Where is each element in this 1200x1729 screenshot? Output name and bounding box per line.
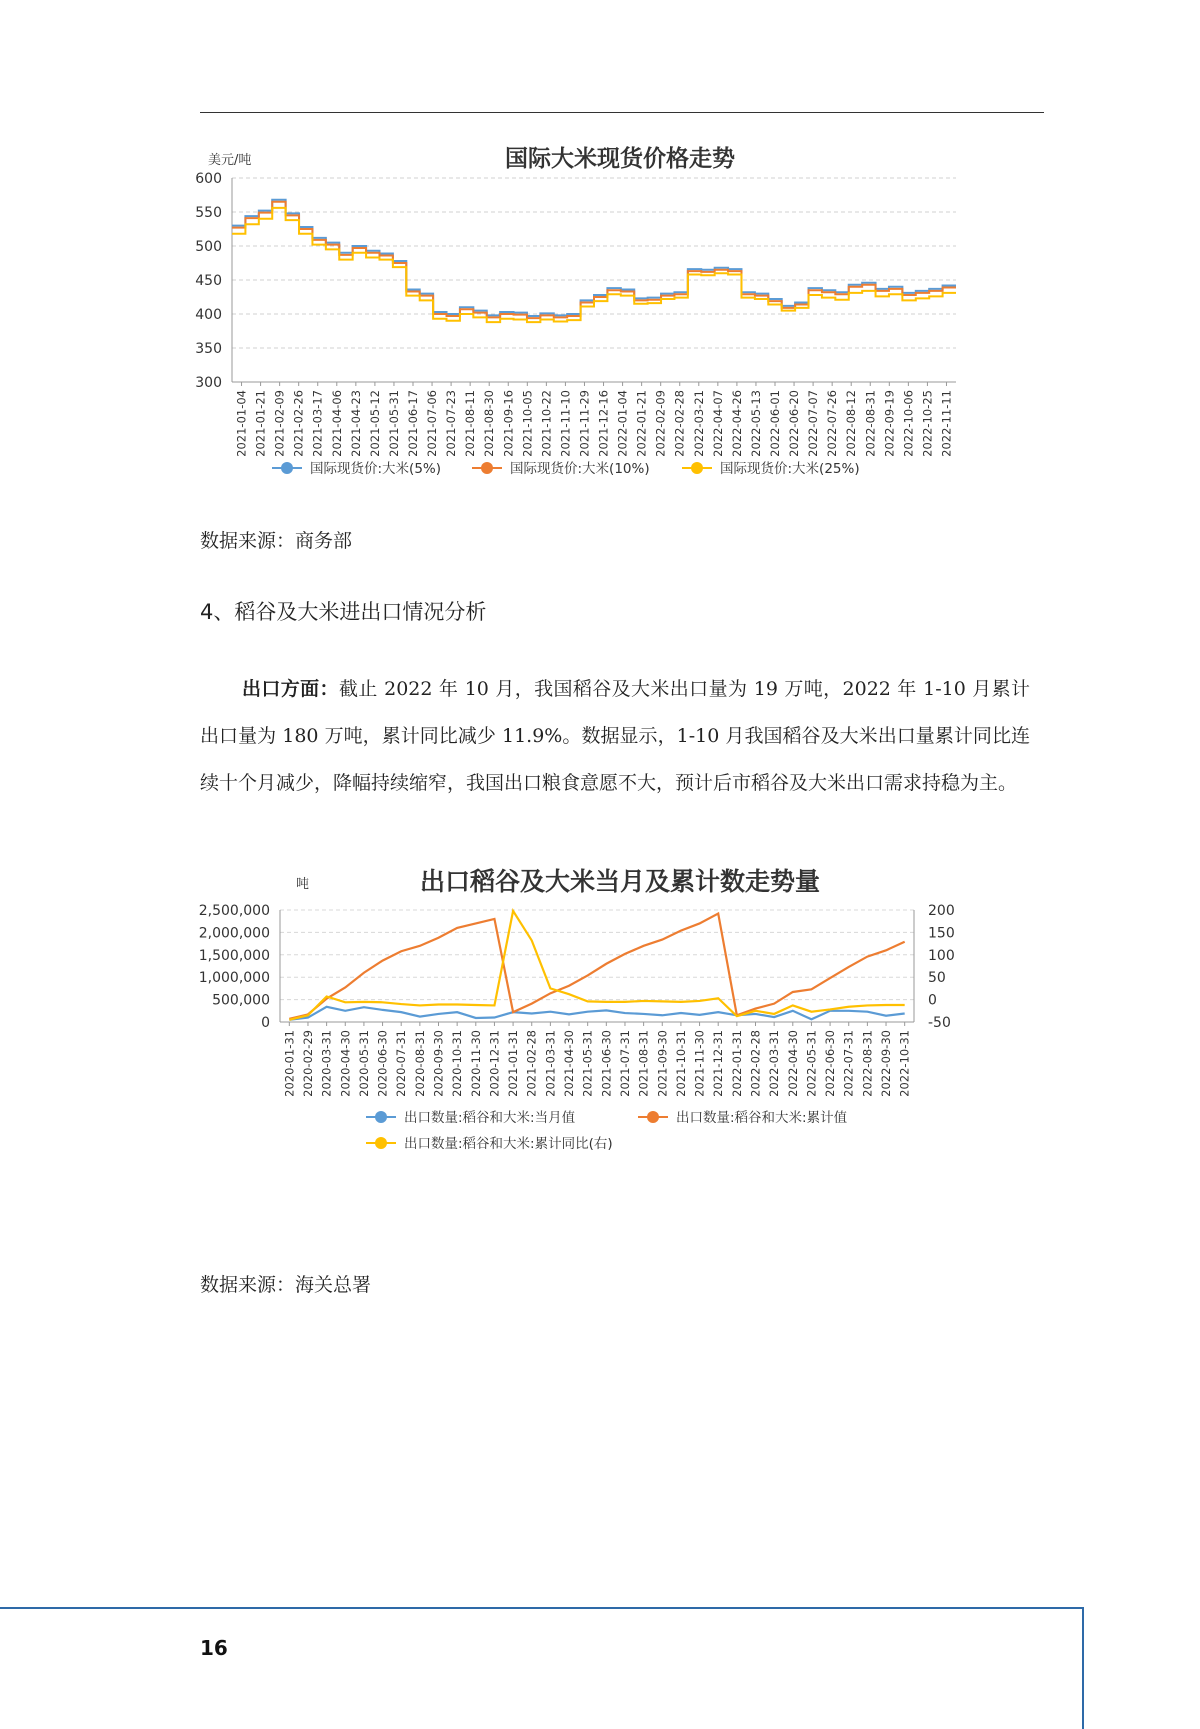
chart1-x-tick-label: 2021-05-12 [367,390,382,457]
chart1-x-tick-label: 2022-02-09 [653,390,668,457]
chart2-x-tick-label: 2022-09-30 [879,1030,894,1097]
chart1-x-tick-label: 2021-07-23 [444,390,459,457]
chart1-y-tick-label: 550 [195,205,222,221]
chart2-legend-label: 出口数量:稻谷和大米:累计同比(右) [404,1136,613,1152]
chart1-legend-label: 国际现货价:大米(10%) [510,461,650,477]
rice-export-volume-chart [200,860,1044,1250]
chart2-y-tick-label: 2,000,000 [198,925,270,942]
chart1-x-tick-label: 2022-10-06 [901,390,916,457]
chart1-y-axis-label: 美元/吨 [208,153,252,168]
chart1-x-tick-label: 2022-01-04 [615,390,630,457]
chart1-x-tick-label: 2022-03-21 [691,390,706,457]
chart1-x-tick-label: 2021-11-29 [577,390,592,457]
chart2-x-tick-label: 2022-06-30 [823,1030,838,1097]
chart1-y-tick-label: 400 [195,307,222,323]
chart2-x-tick-label: 2020-09-30 [431,1030,446,1097]
chart1-x-tick-label: 2021-07-06 [425,390,440,457]
chart1-x-tick-label: 2021-01-04 [234,390,249,457]
chart1-x-tick-label: 2021-04-06 [329,390,344,457]
chart2-legend-label: 出口数量:稻谷和大米:当月值 [404,1110,576,1126]
chart2-x-tick-label: 2022-07-31 [841,1030,856,1097]
chart2-x-tick-label: 2020-12-31 [487,1030,502,1097]
chart2-x-tick-label: 2022-10-31 [897,1030,912,1097]
chart2-x-tick-label: 2022-02-28 [748,1030,763,1097]
chart2-y-tick-label: 1,000,000 [198,970,270,987]
chart2-x-tick-label: 2021-07-31 [617,1030,632,1097]
chart2-x-tick-label: 2021-05-31 [580,1030,595,1097]
chart2-y2-tick-label: 0 [928,992,937,1009]
paragraph-lead: 出口方面： [242,678,339,700]
chart1-x-tick-label: 2022-08-31 [863,390,878,457]
chart1-x-tick-label: 2021-10-22 [539,390,554,457]
page-number: 16 [200,1636,228,1660]
chart1-x-tick-label: 2021-02-26 [291,390,306,457]
chart2-x-tick-label: 2021-06-30 [599,1030,614,1097]
chart1-legend-label: 国际现货价:大米(25%) [720,461,860,477]
chart1-x-tick-label: 2021-03-17 [310,390,325,457]
chart2-x-tick-label: 2020-06-30 [375,1030,390,1097]
chart2-source: 数据来源：海关总署 [200,1274,372,1296]
rice-spot-price-chart-svg [195,140,1044,520]
chart2-title: 出口稻谷及大米当月及累计数走势量 [419,867,821,896]
chart1-x-tick-label: 2021-09-16 [501,390,516,457]
chart2-legend-marker [375,1111,387,1123]
chart2-y2-tick-label: -50 [928,1015,951,1031]
chart2-legend-marker [375,1137,387,1149]
chart2-x-tick-label: 2020-10-31 [450,1030,465,1097]
chart2-y-axis-label: 吨 [296,877,310,892]
chart1-x-tick-label: 2022-11-11 [939,390,954,457]
chart1-x-tick-label: 2021-06-17 [406,390,420,457]
chart2-x-tick-label: 2022-04-30 [785,1030,800,1097]
chart2-x-tick-label: 2022-01-31 [729,1030,744,1097]
chart2-x-tick-label: 2020-11-30 [468,1030,483,1097]
chart1-x-tick-label: 2022-10-25 [920,390,935,457]
chart1-legend-marker [691,462,703,474]
chart1-x-tick-label: 2022-06-20 [787,390,802,457]
chart2-x-tick-label: 2021-11-30 [692,1030,707,1097]
rice-export-volume-chart-svg [200,860,1044,1250]
chart2-legend-label: 出口数量:稻谷和大米:累计值 [676,1110,848,1126]
chart1-title: 国际大米现货价格走势 [505,146,735,172]
chart1-y-tick-label: 600 [195,171,222,187]
chart2-x-tick-label: 2020-07-31 [394,1030,409,1097]
chart1-x-tick-label: 2022-01-21 [634,390,649,457]
chart1-series-line-3 [232,208,956,322]
chart1-x-tick-label: 2022-07-26 [825,390,840,457]
chart2-x-tick-label: 2020-01-31 [282,1030,297,1097]
chart2-x-tick-label: 2020-08-31 [412,1030,427,1097]
chart1-x-tick-label: 2022-02-28 [672,390,687,457]
chart2-x-tick-label: 2021-09-30 [655,1030,670,1097]
chart1-y-tick-label: 350 [195,341,222,357]
chart2-x-tick-label: 2021-08-31 [636,1030,651,1097]
chart2-x-tick-label: 2022-05-31 [804,1030,819,1097]
chart1-y-tick-label: 300 [195,375,222,391]
paragraph-body: 截止 2022 年 10 月，我国稻谷及大米出口量为 19 万吨，2022 年 1-10 月累计出口量为 180 万吨，累计同比减少 11.9%。数据显示，1-10 月我国稻谷及大米出口量累计同比连续十个月减少，降幅持续缩窄，我国出口粮食意愿不大，预计后市稻谷及大米出口需求持稳为主。 [200,678,1030,794]
chart2-y2-tick-label: 200 [928,903,955,919]
rice-spot-price-chart [195,140,1044,520]
chart2-x-tick-label: 2021-10-31 [673,1030,688,1097]
chart2-x-tick-label: 2021-12-31 [711,1030,726,1097]
chart2-legend-marker [647,1111,659,1123]
chart1-x-tick-label: 2022-08-12 [844,390,859,457]
chart2-x-tick-label: 2020-04-30 [338,1030,353,1097]
chart1-x-tick-label: 2021-12-16 [596,390,611,457]
chart1-x-tick-label: 2021-08-30 [482,390,497,457]
chart2-x-tick-label: 2021-01-31 [506,1030,521,1097]
chart1-x-tick-label: 2021-05-31 [386,390,401,457]
chart1-x-tick-label: 2021-04-23 [348,390,363,457]
header-rule [200,112,1044,113]
chart1-x-tick-label: 2021-10-05 [520,390,535,457]
chart1-x-tick-label: 2021-01-21 [253,390,268,457]
export-paragraph [200,666,1030,807]
chart2-y-tick-label: 500,000 [212,992,270,1009]
chart1-x-tick-label: 2021-08-11 [463,390,478,457]
chart1-x-tick-label: 2021-11-10 [558,390,573,457]
chart2-series-line-1 [289,1007,904,1020]
chart2-x-tick-label: 2021-04-30 [562,1030,577,1097]
chart1-x-tick-label: 2022-07-07 [806,390,821,457]
chart2-x-tick-label: 2022-03-31 [767,1030,782,1097]
chart1-legend-marker [481,462,493,474]
chart2-x-tick-label: 2021-02-28 [524,1030,539,1097]
chart2-y2-tick-label: 50 [928,970,946,987]
chart1-legend-label: 国际现货价:大米(5%) [310,461,441,477]
chart1-x-tick-label: 2021-02-09 [272,390,287,457]
chart1-x-tick-label: 2022-05-13 [748,390,763,457]
chart2-x-tick-label: 2020-05-31 [356,1030,371,1097]
chart1-x-tick-label: 2022-09-19 [882,390,897,457]
chart1-legend-marker [281,462,293,474]
chart1-x-tick-label: 2022-04-07 [710,390,725,457]
section-heading: 4、稻谷及大米进出口情况分析 [200,600,487,624]
chart2-y-tick-label: 0 [261,1015,270,1031]
chart1-y-tick-label: 450 [195,273,222,289]
chart1-x-tick-label: 2022-06-01 [768,390,782,457]
chart1-x-tick-label: 2022-04-26 [729,390,744,457]
chart2-x-tick-label: 2020-02-29 [300,1030,315,1097]
chart2-y2-tick-label: 100 [928,947,955,964]
chart2-y2-tick-label: 150 [928,925,955,942]
chart2-series-line-3 [289,911,904,1020]
chart2-y-tick-label: 2,500,000 [198,903,270,919]
chart2-x-tick-label: 2020-03-31 [319,1030,334,1097]
chart2-x-tick-label: 2022-08-31 [860,1030,875,1097]
chart1-source: 数据来源：商务部 [200,530,353,552]
footer-frame [0,1607,1084,1729]
chart2-x-tick-label: 2021-03-31 [543,1030,558,1097]
chart2-y-tick-label: 1,500,000 [198,947,270,964]
chart1-y-tick-label: 500 [195,239,222,255]
